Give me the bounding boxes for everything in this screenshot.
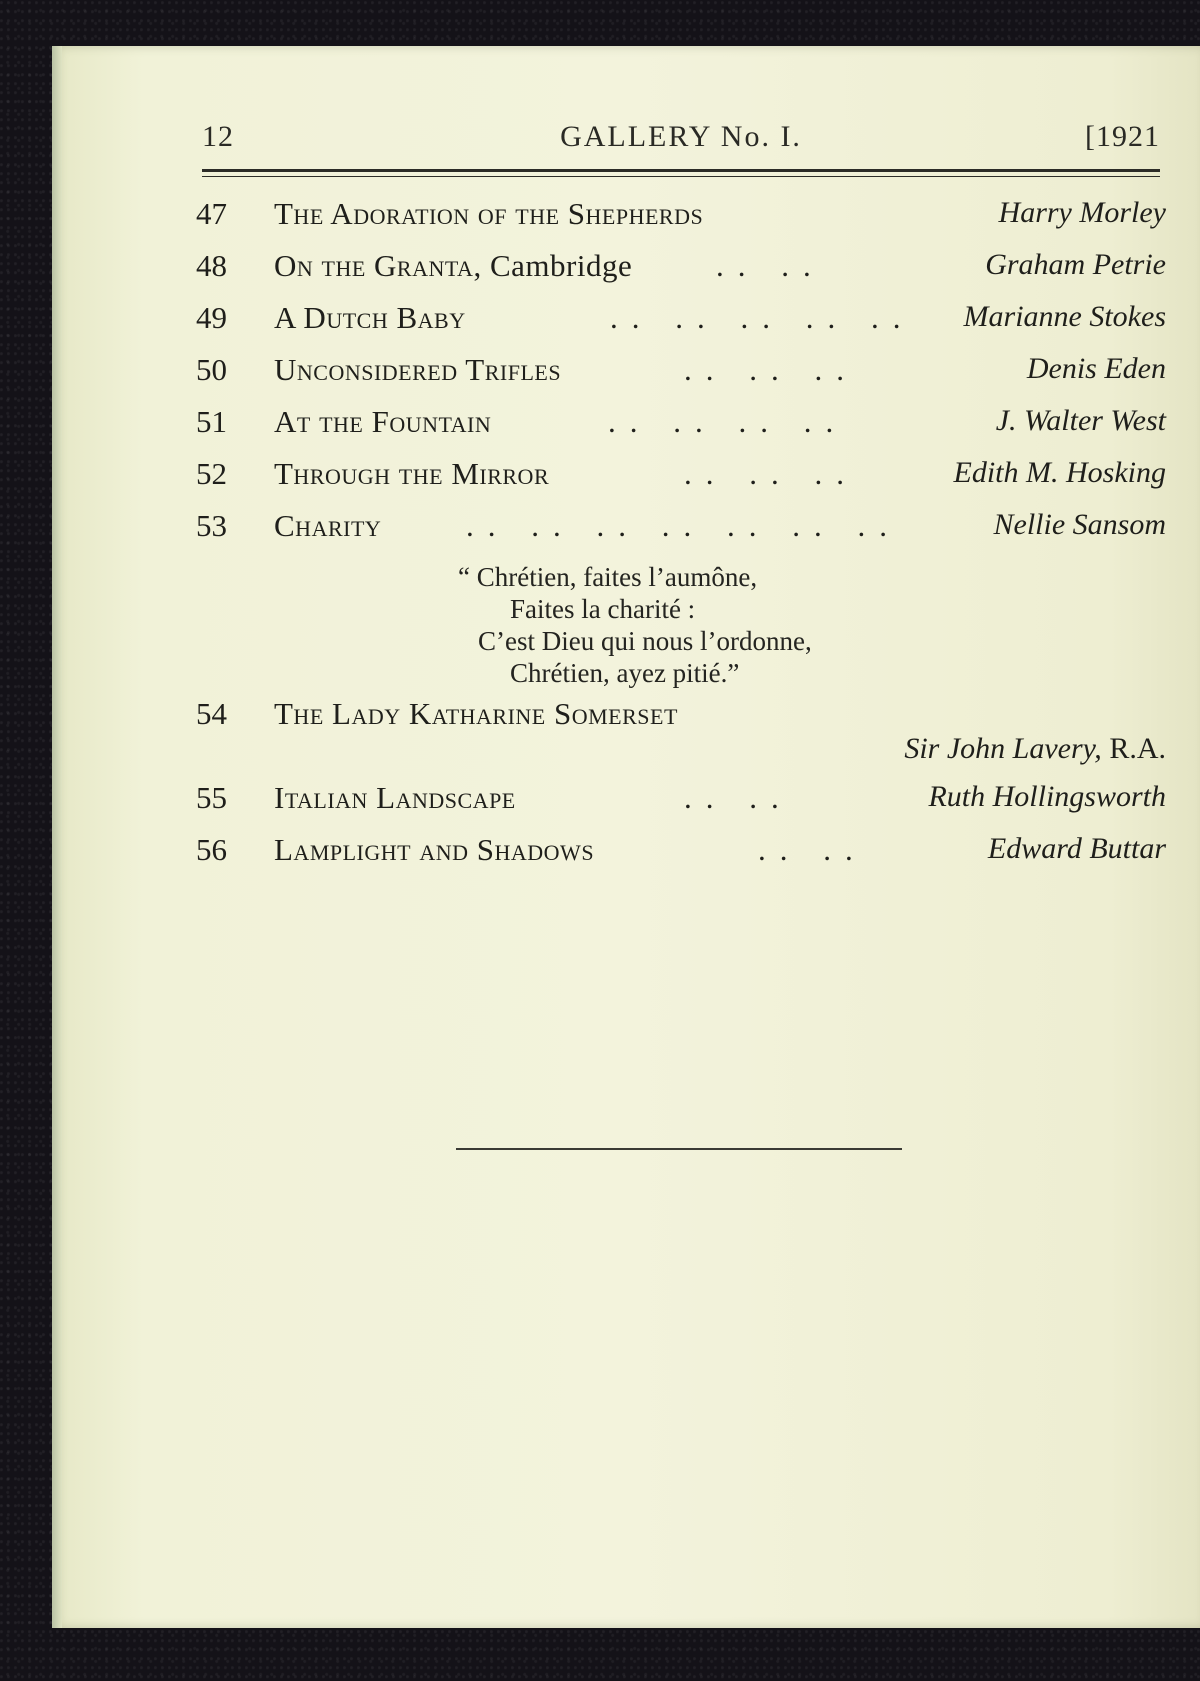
leader-dots: .. .. .. [684,352,858,387]
verse-line: Faites la charité : [510,594,696,624]
entry-title [274,248,632,284]
header-rule-thick [202,169,1160,172]
catalogue-entry [196,450,1166,502]
entry-title: Italian Landscape [274,780,516,815]
page-edge [52,46,62,1628]
entry-artist: Edith M. Hosking [953,456,1166,489]
page-title: GALLERY No. I. [560,120,802,153]
verse-line: Chrétien, ayez pitié.” [510,658,740,688]
entry-number: 55 [196,780,227,815]
catalogue-entry [196,502,1166,554]
leader-dots: .. .. .. .. .. [610,300,915,335]
catalogue-entry [196,826,1166,878]
entry-artist [904,732,1166,766]
section-divider [456,1148,902,1150]
leader-dots: .. .. .. .. .. .. .. [466,508,901,543]
entry-title: At the Fountain [274,404,492,439]
entry-artist: Denis Eden [1026,352,1166,385]
entry-number: 52 [196,456,227,491]
entry-number: 56 [196,832,227,867]
catalogue-entry [196,190,1166,242]
entry-number: 49 [196,300,227,335]
leader-dots: .. .. [684,780,793,815]
page-header [202,120,1160,166]
entry-artist: Ruth Hollingsworth [928,780,1166,813]
catalogue-entry [196,294,1166,346]
entry-artist-honours: R.A. [1101,732,1166,765]
entry-number: 50 [196,352,227,387]
catalogue-entry [196,346,1166,398]
catalogue-entry [196,242,1166,294]
entry-artist: J. Walter West [995,404,1166,437]
entry-number: 48 [196,248,227,283]
catalogue-entry [196,398,1166,450]
verse-line: C’est Dieu qui nous l’ordonne, [478,626,812,656]
entry-artist: Marianne Stokes [963,300,1166,333]
entry-title: Charity [274,508,382,543]
entry-artist: Nellie Sansom [993,508,1166,541]
entry-artist-name: Sir John Lavery, [904,732,1102,765]
catalogue-entry [196,774,1166,826]
entry-title: A Dutch Baby [274,300,466,335]
verse-quotation [196,554,1166,690]
entry-title: The Lady Katharine Somerset [274,696,678,731]
leader-dots: .. .. [716,248,825,283]
entry-number: 47 [196,196,227,231]
leader-dots: .. .. [758,832,867,867]
entry-artist: Harry Morley [998,196,1166,229]
leader-dots: .. .. .. .. [608,404,848,439]
entry-number: 54 [196,696,227,731]
entry-title: Unconsidered Trifles [274,352,562,387]
header-rule-thin [202,176,1160,177]
catalogue-list [196,190,1166,878]
leader-dots: .. .. .. [684,456,858,491]
entry-artist: Graham Petrie [985,248,1166,281]
entry-title: Lamplight and Shadows [274,832,595,867]
catalogue-entry [196,690,1166,774]
year-label: [1921 [1085,120,1160,153]
entry-title: Through the Mirror [274,456,550,491]
entry-number: 51 [196,404,227,439]
verse-line: “ Chrétien, faites l’aumône, [458,562,758,592]
entry-number: 53 [196,508,227,543]
entry-title-main: On the Granta, [274,248,482,283]
page-number: 12 [202,120,234,153]
entry-title: The Adoration of the Shepherds [274,196,704,231]
entry-title-place: Cambridge [481,248,633,283]
entry-artist: Edward Buttar [987,832,1166,865]
